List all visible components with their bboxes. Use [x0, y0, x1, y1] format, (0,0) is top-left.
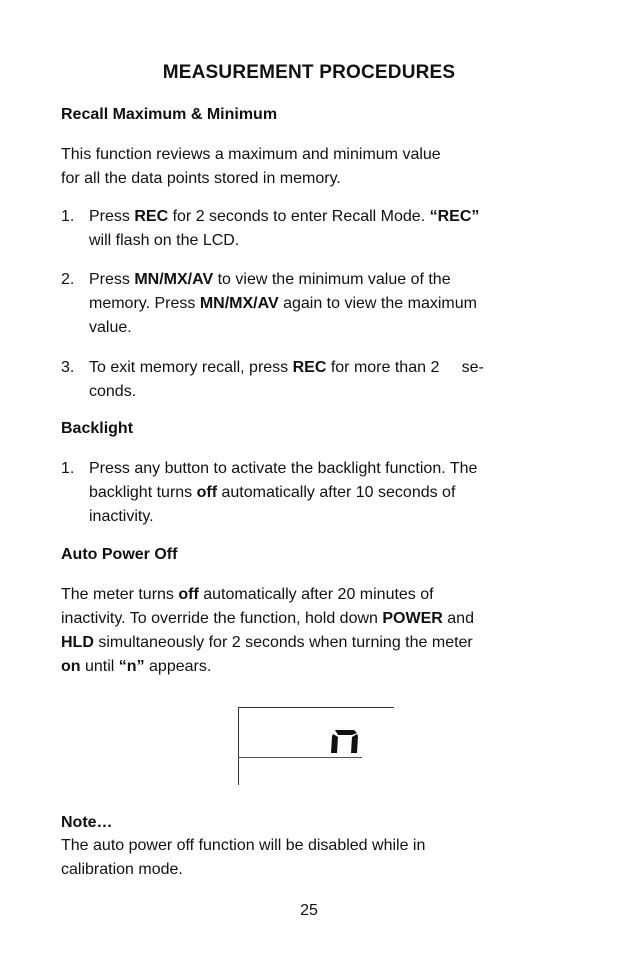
body-text: The meter turns: [61, 586, 179, 603]
lcd-divider: [238, 757, 362, 758]
step-text: To exit memory recall, press: [89, 359, 293, 376]
step-text: backlight turns: [89, 484, 197, 501]
section-heading-backlight: Backlight: [61, 420, 134, 437]
note-line2: calibration mode.: [61, 861, 183, 878]
page-number: 25: [300, 902, 318, 919]
step-text: inactivity.: [89, 508, 154, 525]
lcd-border-left: [238, 707, 239, 785]
step-number: 2.: [61, 271, 75, 288]
recall-step-3: [61, 356, 561, 404]
emphasis-off: off: [196, 484, 218, 501]
step-number: 3.: [61, 359, 75, 376]
step-text: memory. Press: [89, 295, 200, 312]
lcd-border-top: [238, 707, 394, 708]
body-text: until: [80, 658, 119, 675]
body-text: automatically after 20 minutes of: [198, 586, 434, 603]
step-number: 1.: [61, 208, 75, 225]
key-mnmxav: MN/MX/AV: [199, 295, 279, 312]
step-text: Press: [89, 271, 135, 288]
note-line1: The auto power off function will be disabled while in: [61, 837, 426, 854]
backlight-step-1: [61, 457, 561, 529]
step-number: 1.: [61, 460, 75, 477]
step-text: again to view the maximum: [278, 295, 477, 312]
step-text: value.: [89, 319, 132, 336]
step-text: Press any button to activate the backlight function. The: [89, 460, 478, 477]
recall-intro: [61, 143, 441, 191]
recall-intro-line1: This function reviews a maximum and minimum value: [61, 146, 441, 163]
recall-step-2: [61, 268, 561, 340]
recall-intro-line2: for all the data points stored in memory.: [61, 170, 341, 187]
lcd-illustration: [238, 707, 394, 785]
note-heading: Note…: [61, 814, 113, 831]
body-text: and: [442, 610, 474, 627]
section-heading-auto-power-off: Auto Power Off: [61, 546, 178, 563]
seven-segment-n-icon: [330, 727, 360, 755]
lcd-label-rec: “REC”: [429, 208, 480, 225]
note-text: [61, 834, 425, 882]
section-heading-recall: Recall Maximum & Minimum: [61, 106, 278, 123]
step-text: conds.: [89, 383, 137, 400]
emphasis-off: off: [178, 586, 199, 603]
body-text: appears.: [144, 658, 212, 675]
step-text: Press: [89, 208, 135, 225]
key-hld: HLD: [61, 634, 94, 651]
step-text: to view the minimum value of the: [213, 271, 451, 288]
step-text: will flash on the LCD.: [89, 232, 240, 249]
lcd-label-n: “n”: [118, 658, 145, 675]
key-power: POWER: [382, 610, 443, 627]
emphasis-on: on: [61, 658, 81, 675]
body-text: inactivity. To override the function, hold down: [61, 610, 383, 627]
step-text: for more than 2 se-: [326, 359, 484, 376]
auto-power-off-text: [61, 583, 561, 679]
body-text: simultaneously for 2 seconds when turning the meter: [93, 634, 473, 651]
page-title: MEASUREMENT PROCEDURES: [162, 62, 456, 83]
step-text: for 2 seconds to enter Recall Mode.: [168, 208, 430, 225]
key-mnmxav: MN/MX/AV: [134, 271, 214, 288]
step-text: automatically after 10 seconds of: [217, 484, 456, 501]
key-rec: REC: [292, 359, 327, 376]
key-rec: REC: [134, 208, 169, 225]
recall-step-1: [61, 205, 561, 253]
